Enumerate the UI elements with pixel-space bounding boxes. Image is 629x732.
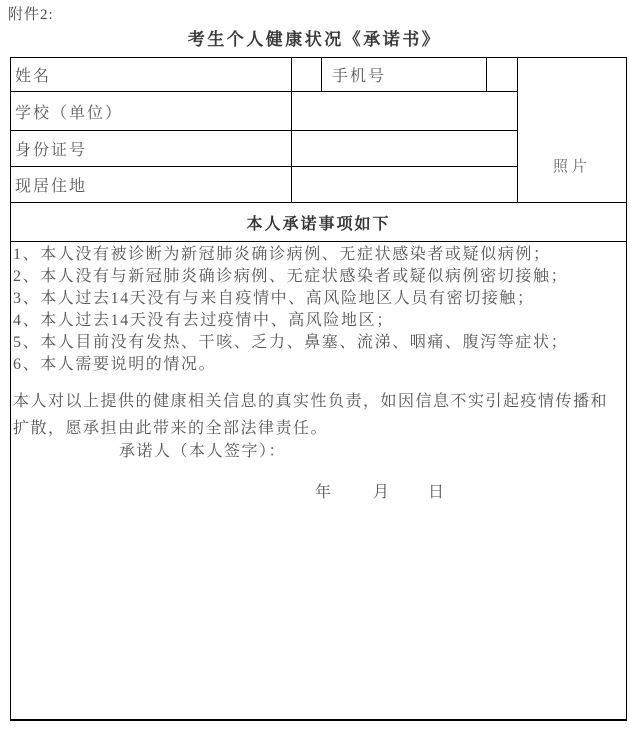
school-label-cell: 学校（单位） xyxy=(11,92,292,131)
name-label-cell: 姓名 xyxy=(11,58,292,92)
date-day-label: 日 xyxy=(428,484,445,501)
residence-input-cell[interactable] xyxy=(292,167,518,203)
commitment-item-1: 1、本人没有被诊断为新冠肺炎确诊病例、无症状感染者或疑似病例； xyxy=(13,246,551,263)
id-number-input-cell[interactable] xyxy=(292,131,518,167)
date-year-label: 年 xyxy=(315,484,332,501)
declaration-paragraph xyxy=(13,388,608,442)
photo-cell xyxy=(518,58,626,203)
document-title: 考生个人健康状况《承诺书》 xyxy=(187,30,442,49)
commitment-content-cell xyxy=(11,242,626,719)
declaration-line-2: 扩散，愿承担由此带来的全部法律责任。 xyxy=(13,420,329,437)
commitment-item-2: 2、本人没有与新冠肺炎确诊病例、无症状感染者或疑似病例密切接触； xyxy=(13,268,569,285)
name-input-cell[interactable] xyxy=(292,58,322,92)
commitment-item-4: 4、本人过去14天没有去过疫情中、高风险地区； xyxy=(13,312,394,329)
id-number-label-cell: 身份证号 xyxy=(11,131,292,167)
commitment-header-cell: 本人承诺事项如下 xyxy=(11,203,626,242)
phone-input-cell[interactable] xyxy=(487,58,518,92)
commitment-list xyxy=(13,244,568,376)
signature-label: 承诺人（本人签字）： xyxy=(119,443,287,460)
residence-label-cell: 现居住地 xyxy=(11,167,292,203)
school-input-cell[interactable] xyxy=(292,92,518,131)
form-table xyxy=(10,57,627,721)
phone-label-cell: 手机号 xyxy=(322,58,487,92)
commitment-item-6: 6、本人需要说明的情况。 xyxy=(13,356,217,373)
photo-label: 照片 xyxy=(552,159,591,175)
commitment-item-3: 3、本人过去14天没有与来自疫情中、高风险地区人员有密切接触； xyxy=(13,290,535,307)
attachment-label: 附件2: xyxy=(8,7,54,23)
date-month-label: 月 xyxy=(373,484,390,501)
declaration-line-1: 本人对以上提供的健康相关信息的真实性负责，如因信息不实引起疫情传播和 xyxy=(13,393,609,410)
commitment-item-5: 5、本人目前没有发热、干咳、乏力、鼻塞、流涕、咽痛、腹泻等症状； xyxy=(13,334,569,351)
